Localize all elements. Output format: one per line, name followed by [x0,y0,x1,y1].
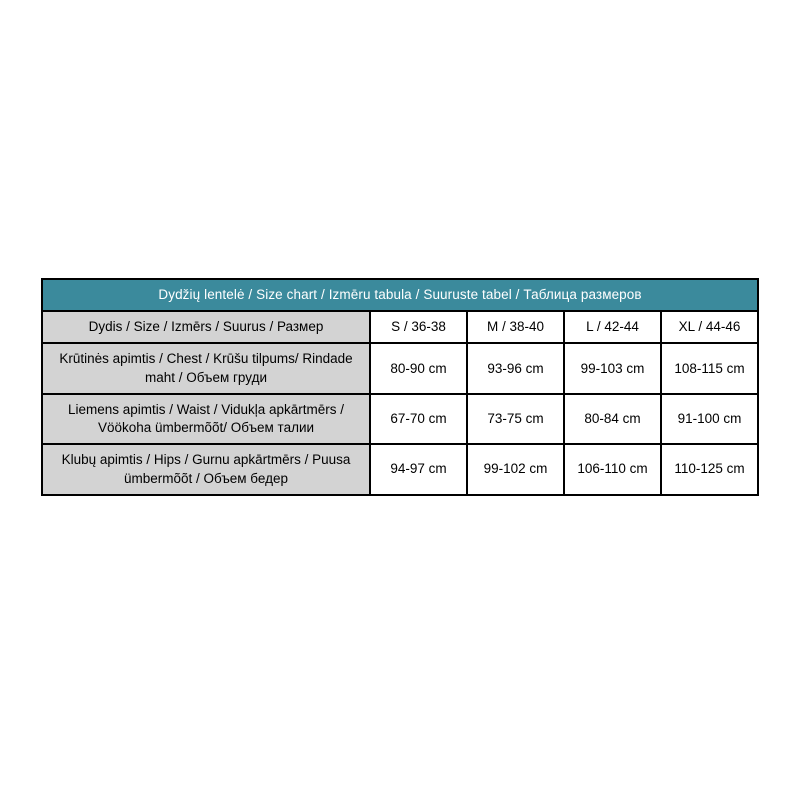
table-title-row [42,279,758,311]
cell-chest-m: 93-96 cm [467,343,564,393]
cell-chest-s: 80-90 cm [370,343,467,393]
cell-waist-l: 80-84 cm [564,394,661,444]
column-header-size-label: Dydis / Size / Izmērs / Suurus / Размер [42,311,370,343]
cell-chest-xl: 108-115 cm [661,343,758,393]
column-header-s: S / 36-38 [370,311,467,343]
cell-chest-l: 99-103 cm [564,343,661,393]
row-label-waist: Liemens apimtis / Waist / Vidukļa apkārtmērs / Vöökoha ümbermõõt/ Объем талии [42,394,370,444]
cell-waist-m: 73-75 cm [467,394,564,444]
cell-hips-xl: 110-125 cm [661,444,758,494]
table-row [42,444,758,494]
size-chart-title: Dydžių lentelė / Size chart / Izmēru tabula / Suuruste tabel / Таблица размеров [42,279,758,311]
size-chart-container [41,278,757,496]
table-header-row [42,311,758,343]
row-label-chest: Krūtinės apimtis / Chest / Krūšu tilpums/ Rindade maht / Объем груди [42,343,370,393]
column-header-m: M / 38-40 [467,311,564,343]
row-label-hips: Klubų apimtis / Hips / Gurnu apkārtmērs / Puusa ümbermõõt / Объем бедер [42,444,370,494]
cell-hips-l: 106-110 cm [564,444,661,494]
cell-hips-s: 94-97 cm [370,444,467,494]
cell-hips-m: 99-102 cm [467,444,564,494]
size-chart-table [41,278,759,496]
column-header-l: L / 42-44 [564,311,661,343]
cell-waist-s: 67-70 cm [370,394,467,444]
table-row [42,394,758,444]
column-header-xl: XL / 44-46 [661,311,758,343]
cell-waist-xl: 91-100 cm [661,394,758,444]
table-row [42,343,758,393]
